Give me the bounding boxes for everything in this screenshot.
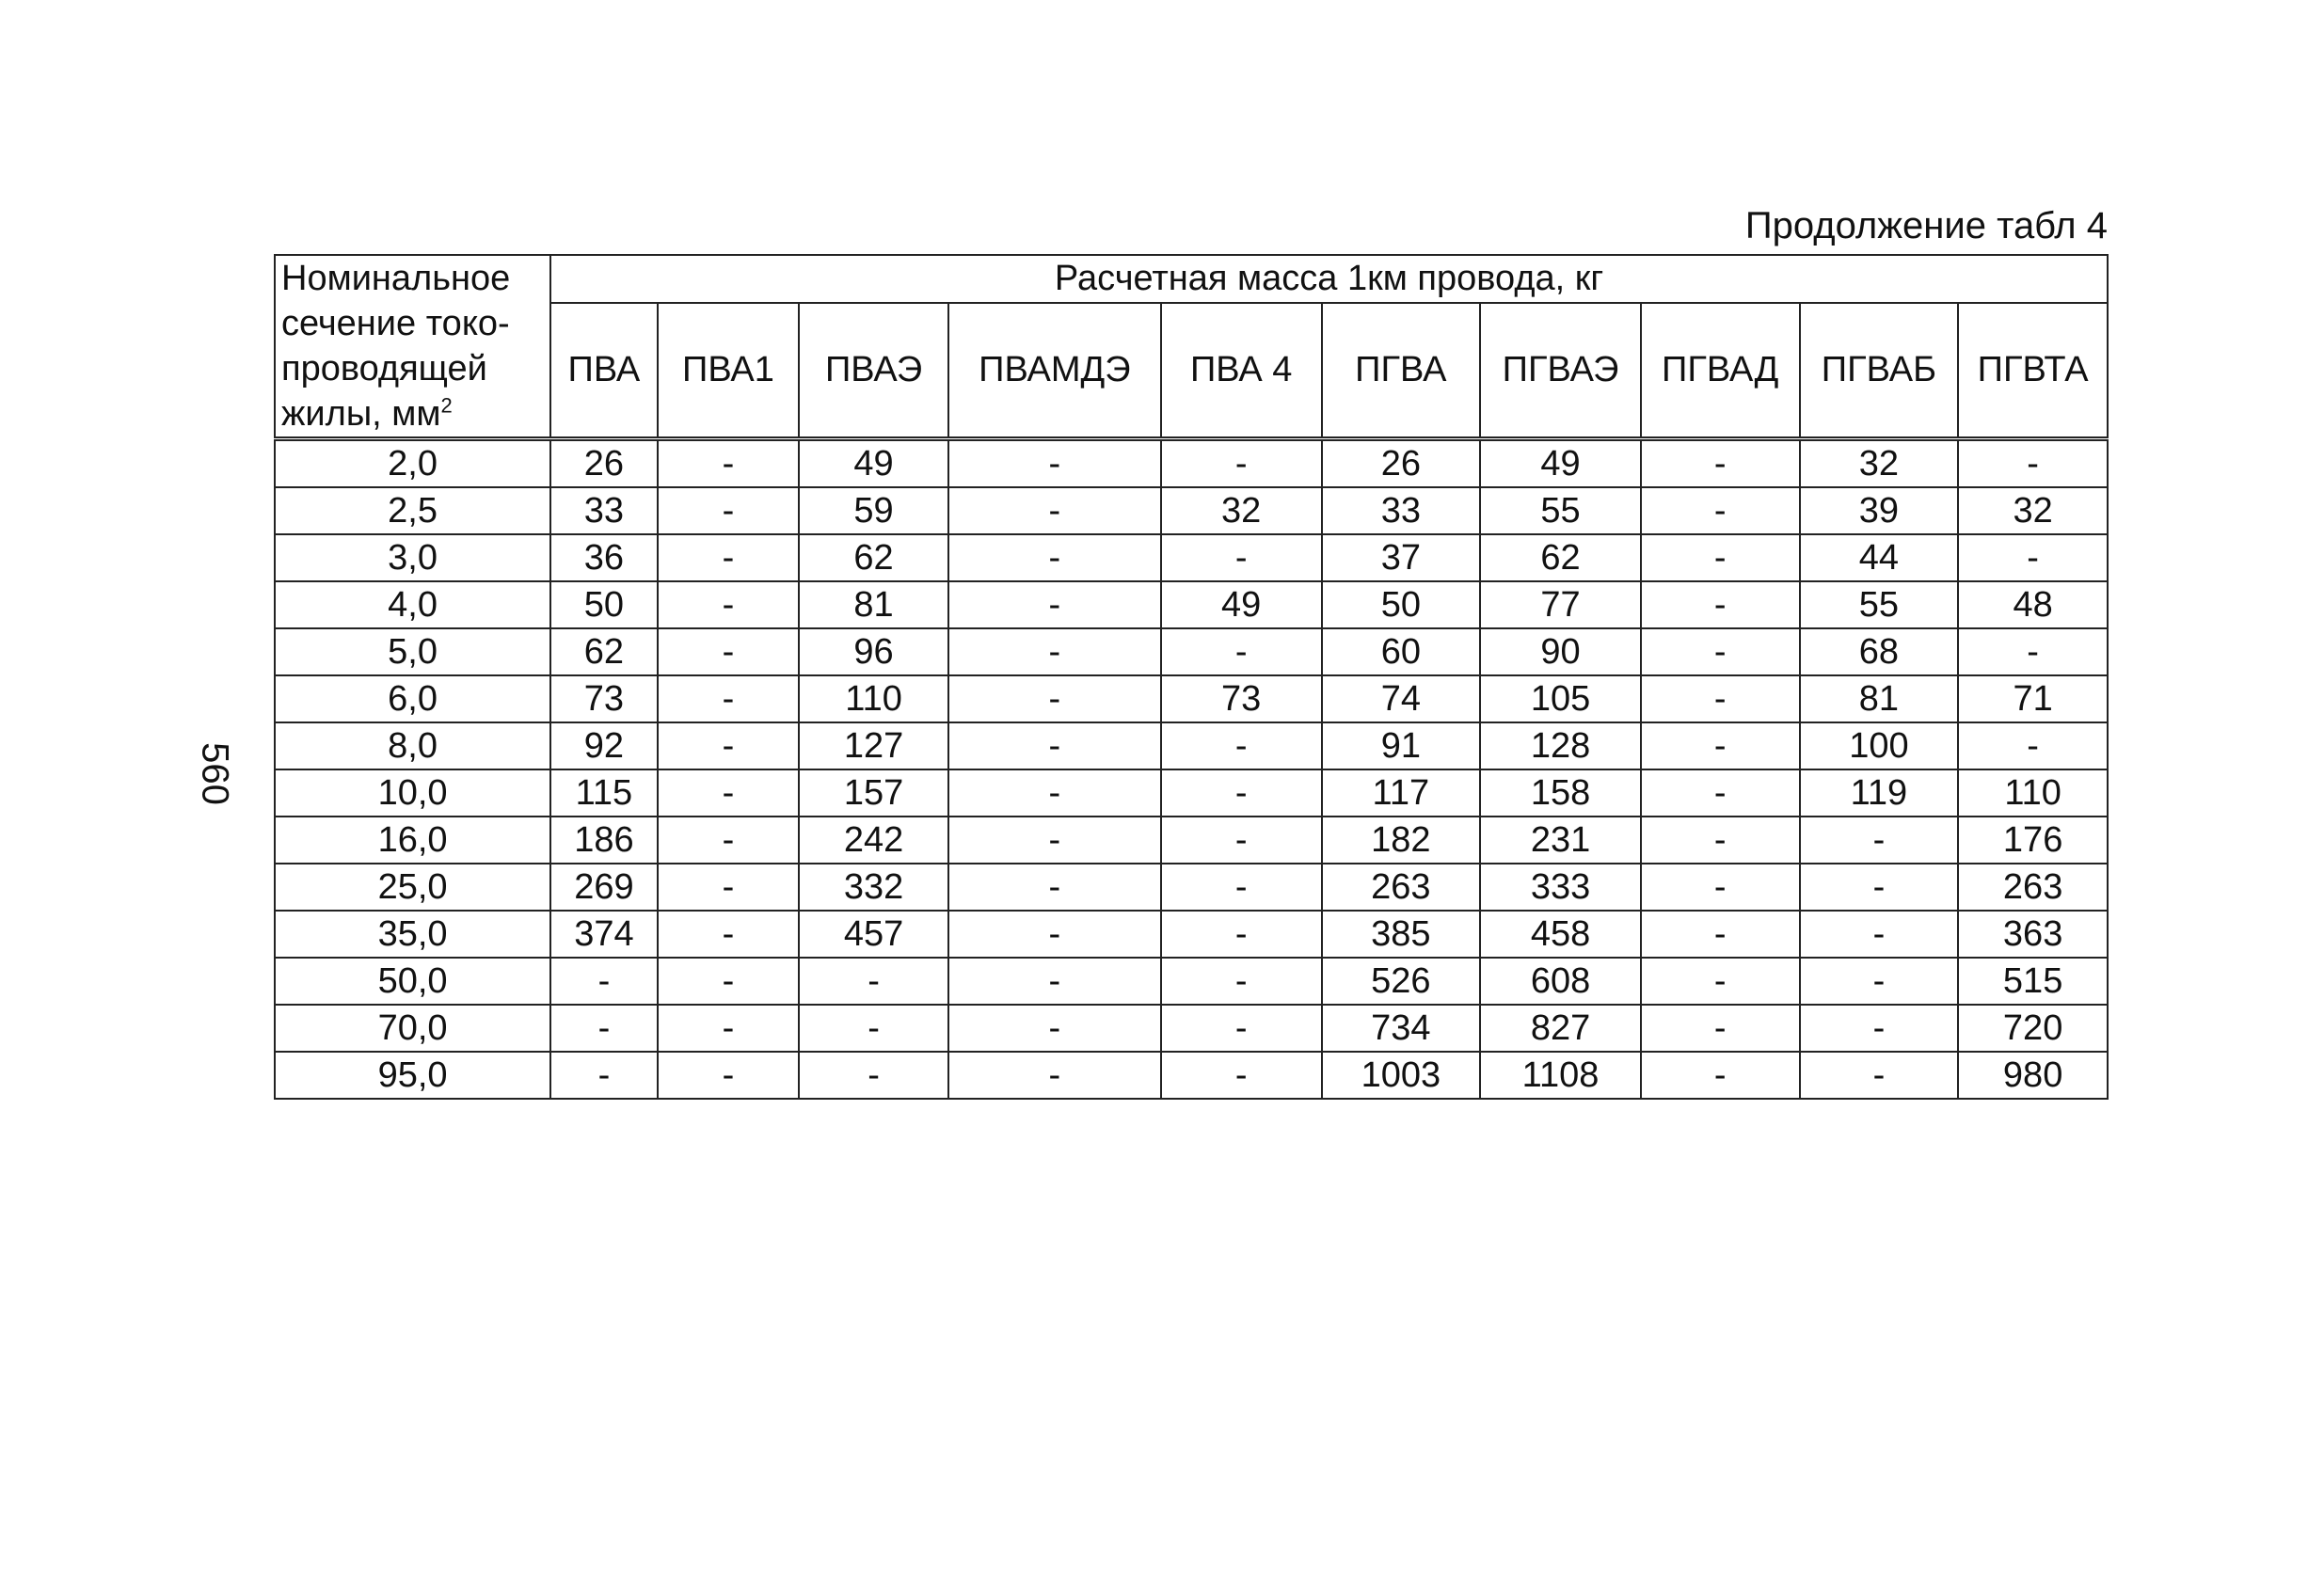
mass-value-cell: 385 [1322,911,1481,958]
mass-value-cell: - [948,1052,1161,1099]
cross-section-cell: 50,0 [275,958,550,1005]
mass-value-cell: - [1161,628,1322,675]
mass-value-cell: 81 [1800,675,1959,722]
mass-value-cell: 33 [1322,487,1481,534]
column-header: ПГВАБ [1800,303,1959,439]
cross-section-cell: 35,0 [275,911,550,958]
mass-value-cell: 81 [799,581,948,628]
mass-value-cell: 32 [1800,439,1959,488]
cross-section-cell: 16,0 [275,817,550,864]
mass-value-cell: 74 [1322,675,1481,722]
mass-value-cell: - [948,864,1161,911]
table-caption: Продолжение табл 4 [1744,205,2108,246]
wire-mass-table [274,254,2109,1100]
mass-value-cell: 608 [1480,958,1641,1005]
table-row [275,1052,2108,1099]
column-header: ПВА1 [658,303,800,439]
mass-value-cell: - [658,864,800,911]
table-row [275,534,2108,581]
column-header: ПГВАЭ [1480,303,1641,439]
mass-value-cell: - [948,534,1161,581]
mass-value-cell: - [1161,864,1322,911]
mass-value-cell: 242 [799,817,948,864]
mass-value-cell: - [658,817,800,864]
cross-section-header-sup: 2 [440,393,453,418]
table-row [275,722,2108,769]
mass-value-cell: 49 [1480,439,1641,488]
mass-value-cell: 73 [550,675,657,722]
mass-value-cell: - [948,817,1161,864]
table-row [275,911,2108,958]
mass-value-cell: 50 [550,581,657,628]
table-row [275,581,2108,628]
mass-value-cell: 48 [1958,581,2108,628]
mass-value-cell: - [948,581,1161,628]
mass-value-cell: 186 [550,817,657,864]
mass-value-cell: - [658,722,800,769]
page-number: 560 [194,742,236,805]
mass-value-cell: 157 [799,769,948,817]
mass-value-cell: - [658,534,800,581]
mass-value-cell: - [1641,1052,1800,1099]
mass-value-cell: 515 [1958,958,2108,1005]
mass-value-cell: 127 [799,722,948,769]
mass-value-cell: - [1641,817,1800,864]
mass-value-cell: - [948,675,1161,722]
mass-value-cell: - [1161,958,1322,1005]
cross-section-cell: 5,0 [275,628,550,675]
mass-value-cell: 457 [799,911,948,958]
mass-value-cell: 363 [1958,911,2108,958]
mass-value-cell: - [1641,628,1800,675]
mass-value-cell: 1003 [1322,1052,1481,1099]
mass-value-cell: - [1800,958,1959,1005]
mass-value-cell: 71 [1958,675,2108,722]
mass-value-cell: - [1641,911,1800,958]
mass-value-cell: 827 [1480,1005,1641,1052]
column-header: ПВА 4 [1161,303,1322,439]
mass-value-cell: - [1161,769,1322,817]
mass-value-cell: 62 [1480,534,1641,581]
mass-value-cell: 105 [1480,675,1641,722]
mass-value-cell: 119 [1800,769,1959,817]
cross-section-header [275,255,550,439]
mass-value-cell: 158 [1480,769,1641,817]
mass-value-cell: 269 [550,864,657,911]
table-row [275,769,2108,817]
mass-value-cell: - [1800,911,1959,958]
cross-section-cell: 2,5 [275,487,550,534]
mass-value-cell: - [1641,487,1800,534]
column-header: ПГВА [1322,303,1481,439]
mass-group-header: Расчетная масса 1км провода, кг [550,255,2108,303]
mass-value-cell: 91 [1322,722,1481,769]
mass-value-cell: 374 [550,911,657,958]
mass-value-cell: 231 [1480,817,1641,864]
mass-value-cell: - [799,958,948,1005]
mass-value-cell: 263 [1322,864,1481,911]
cross-section-cell: 10,0 [275,769,550,817]
mass-value-cell: 100 [1800,722,1959,769]
mass-value-cell: 117 [1322,769,1481,817]
table-row [275,817,2108,864]
mass-value-cell: - [948,628,1161,675]
mass-value-cell: 26 [550,439,657,488]
mass-value-cell: 176 [1958,817,2108,864]
table-row [275,487,2108,534]
mass-value-cell: - [1161,817,1322,864]
mass-value-cell: 33 [550,487,657,534]
cross-section-cell: 4,0 [275,581,550,628]
table-row [275,628,2108,675]
mass-value-cell: - [550,1052,657,1099]
mass-value-cell: - [658,958,800,1005]
mass-value-cell: - [948,958,1161,1005]
mass-value-cell: 73 [1161,675,1322,722]
cross-section-cell: 95,0 [275,1052,550,1099]
mass-value-cell: 182 [1322,817,1481,864]
mass-value-cell: 32 [1958,487,2108,534]
mass-value-cell: 90 [1480,628,1641,675]
mass-value-cell: - [658,628,800,675]
mass-value-cell: 68 [1800,628,1959,675]
mass-value-cell: - [1641,958,1800,1005]
mass-value-cell: - [1161,1052,1322,1099]
table-row [275,958,2108,1005]
mass-value-cell: - [1641,769,1800,817]
mass-value-cell: 333 [1480,864,1641,911]
mass-value-cell: 77 [1480,581,1641,628]
mass-value-cell: 62 [550,628,657,675]
mass-value-cell: - [658,1052,800,1099]
mass-value-cell: - [799,1005,948,1052]
mass-value-cell: - [1641,534,1800,581]
mass-value-cell: - [1161,1005,1322,1052]
mass-value-cell: - [1958,439,2108,488]
mass-value-cell: - [1641,439,1800,488]
table-row [275,439,2108,488]
mass-value-cell: 110 [799,675,948,722]
cross-section-cell: 2,0 [275,439,550,488]
mass-value-cell: - [658,487,800,534]
mass-value-cell: 44 [1800,534,1959,581]
cross-section-header-text: Номинальное сечение токо-проводящей жилы, мм [281,259,511,434]
mass-value-cell: - [1161,534,1322,581]
table-row [275,675,2108,722]
mass-value-cell: - [948,911,1161,958]
mass-value-cell: 458 [1480,911,1641,958]
mass-value-cell: - [1800,1005,1959,1052]
mass-value-cell: 32 [1161,487,1322,534]
mass-value-cell: - [1161,911,1322,958]
mass-value-cell: 720 [1958,1005,2108,1052]
mass-value-cell: - [948,1005,1161,1052]
mass-value-cell: 526 [1322,958,1481,1005]
mass-value-cell: 55 [1800,581,1959,628]
mass-value-cell: 55 [1480,487,1641,534]
mass-value-cell: - [1161,722,1322,769]
mass-value-cell: - [948,487,1161,534]
mass-value-cell: - [1641,1005,1800,1052]
mass-value-cell: 49 [1161,581,1322,628]
mass-value-cell: 49 [799,439,948,488]
group-header-row [275,255,2108,303]
table-body [275,439,2108,1100]
mass-value-cell: 110 [1958,769,2108,817]
mass-value-cell: 37 [1322,534,1481,581]
mass-value-cell: 734 [1322,1005,1481,1052]
mass-value-cell: - [1641,581,1800,628]
mass-value-cell: - [1800,817,1959,864]
mass-value-cell: - [799,1052,948,1099]
mass-value-cell: 115 [550,769,657,817]
table-row [275,1005,2108,1052]
mass-value-cell: 60 [1322,628,1481,675]
mass-value-cell: 980 [1958,1052,2108,1099]
mass-value-cell: - [1641,864,1800,911]
column-header: ПВА [550,303,657,439]
column-header: ПВАЭ [799,303,948,439]
mass-value-cell: 36 [550,534,657,581]
mass-value-cell: 1108 [1480,1052,1641,1099]
mass-value-cell: 59 [799,487,948,534]
cross-section-cell: 8,0 [275,722,550,769]
mass-value-cell: - [658,911,800,958]
cross-section-cell: 25,0 [275,864,550,911]
mass-value-cell: - [1641,722,1800,769]
mass-value-cell: 26 [1322,439,1481,488]
mass-value-cell: - [1958,722,2108,769]
mass-value-cell: - [1641,675,1800,722]
column-header: ПГВАД [1641,303,1800,439]
mass-value-cell: 263 [1958,864,2108,911]
mass-value-cell: - [658,675,800,722]
cross-section-cell: 6,0 [275,675,550,722]
mass-value-cell: 96 [799,628,948,675]
mass-value-cell: - [658,769,800,817]
mass-value-cell: 128 [1480,722,1641,769]
mass-value-cell: - [948,722,1161,769]
column-header: ПГВТА [1958,303,2108,439]
mass-value-cell: - [1800,864,1959,911]
table-row [275,864,2108,911]
mass-value-cell: - [658,1005,800,1052]
mass-value-cell: - [1958,534,2108,581]
mass-value-cell: 332 [799,864,948,911]
mass-value-cell: 50 [1322,581,1481,628]
mass-value-cell: 39 [1800,487,1959,534]
cross-section-cell: 3,0 [275,534,550,581]
mass-value-cell: - [1800,1052,1959,1099]
mass-value-cell: - [1958,628,2108,675]
mass-value-cell: 62 [799,534,948,581]
mass-value-cell: - [550,1005,657,1052]
mass-value-cell: - [948,439,1161,488]
mass-value-cell: 92 [550,722,657,769]
mass-value-cell: - [1161,439,1322,488]
column-header: ПВАМДЭ [948,303,1161,439]
mass-value-cell: - [550,958,657,1005]
mass-value-cell: - [948,769,1161,817]
mass-value-cell: - [658,439,800,488]
mass-value-cell: - [658,581,800,628]
cross-section-cell: 70,0 [275,1005,550,1052]
